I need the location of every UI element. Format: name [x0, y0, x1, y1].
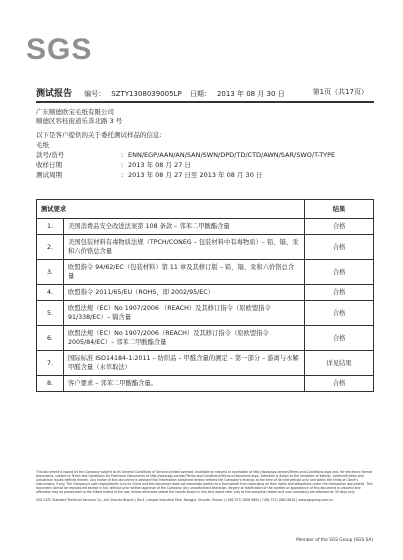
sample-intro: 以下是客户提供的关于委托测试样品的信息:: [36, 131, 162, 139]
row-result: 合格: [305, 285, 374, 301]
style-value: ENN/EGP/AAN/AN/SAN/SWN/DPD/TD/CTD/AWN/SAR/SWO/T-TYPE: [128, 151, 336, 159]
table-header-row: [37, 200, 374, 219]
row-number: 6.: [37, 326, 64, 351]
row-number: 1.: [37, 219, 64, 235]
row-requirement: 欧盟指令 2011/65/EU（ROHS，即 2002/95/EC）: [64, 285, 305, 301]
row-result: 详见结果: [305, 351, 374, 376]
received-colon: :: [121, 161, 124, 169]
client-address: [36, 108, 122, 126]
table-row: [37, 235, 374, 260]
footer-disclaimer: This document is issued by the Company subject to its General Conditions of Service printed overleaf, available on request or accessible at http://www.sgs.com/en/Terms-and-Conditions.aspx and, for electronic format documents, subject to Terms and Conditions for Electronic Documents at http://www.sgs.com/en/Terms-and-Conditions/Terms-e-Document.aspx. Attention is drawn to the limitation of liability, indemnification and jurisdiction issues defined therein. Any holder of this document is advised that information contained hereon reflects the Company's findings at the time of its intervention only and within the limits of Client's instructions, if any. The Company's sole responsibility is to its Client and this document does not exonerate parties to a transaction from exercising all their rights and obligations under the transaction documents. This document cannot be reproduced except in full, without prior written approval of the Company. Any unauthorized alteration, forgery or falsification of the content or appearance of this document is unlawful and offenders may be prosecuted to the fullest extent of the law. Unless otherwise stated the results shown in this test report refer only to the sample(s) tested and such sample(s) are retained for 30 days only.: [36, 470, 373, 495]
row-result: 合格: [305, 235, 374, 260]
style-label: 款号/货号: [36, 151, 65, 159]
row-result: 合格: [305, 326, 374, 351]
row-requirement: 国际标准 ISO14184-1:2011 – 纺织品 – 甲醛含量的测定 – 第一部分 – 游离与水解甲醛含量（水萃取法）: [64, 351, 305, 376]
received-value: 2013 年 08 月 27 日: [128, 161, 191, 169]
period-label: 测试周期: [36, 171, 62, 179]
row-result: 合格: [305, 301, 374, 326]
row-requirement: 客户要求 – 邻苯二甲酸酯含量。: [64, 376, 305, 392]
row-number: 8.: [37, 376, 64, 392]
row-requirement: 美国消费品安全改进法案第 108 条款 – 邻苯二甲酸酯含量: [64, 219, 305, 235]
table-row: [37, 260, 374, 285]
header-divider: [36, 101, 374, 103]
report-title: 测试报告: [36, 89, 73, 99]
row-requirement: 欧盟法规（EC）No 1907/2006（REACH）及其修订指令（原欧盟指令 2005/84/EC）– 邻苯二甲酸酯含量: [64, 326, 305, 351]
sgs-member-note: Member of the SGS Group (SGS SA): [296, 538, 373, 543]
row-number: 2.: [37, 235, 64, 260]
report-number: SZTY1308039005LP: [111, 90, 182, 98]
period-value: 2013 年 08 月 27 日至 2013 年 08 月 30 日: [128, 171, 263, 179]
row-result: 合格: [305, 260, 374, 285]
table-row: [37, 219, 374, 235]
row-number: 5.: [37, 301, 64, 326]
report-date: 2013 年 08 月 30 日: [216, 90, 285, 98]
test-results-table: [36, 199, 374, 392]
page-number: 第1页（共17页）: [312, 88, 368, 96]
row-number: 7.: [37, 351, 64, 376]
row-result: 合格: [305, 219, 374, 235]
row-number: 3.: [37, 260, 64, 285]
style-colon: :: [121, 151, 124, 159]
result-header: 结果: [305, 200, 374, 219]
sample-name: 毛纸: [36, 141, 49, 149]
table-row: [37, 376, 374, 392]
table-row: [37, 301, 374, 326]
sgs-logo: SGS: [26, 33, 93, 66]
report-date-label: 日期：: [189, 90, 211, 98]
report-header: [36, 86, 374, 99]
row-requirement: 欧盟法规（EC）No 1907/2006 （REACH）及其修订指令（原欧盟指令 91/338/EC）– 镉含量: [64, 301, 305, 326]
report-number-label: 编号：: [84, 90, 106, 98]
client-name: 广东顺德欧宝毛纸有限公司: [36, 108, 114, 116]
row-number: 4.: [37, 285, 64, 301]
client-street: 顺德区容桂街道乐善北路 3 号: [36, 117, 123, 125]
table-row: [37, 285, 374, 301]
row-requirement: 欧盟指令 94/62/EC（包装材料）第 11 章及其修订版 – 铅、镉、汞和六价铬总含量: [64, 260, 305, 285]
requirement-header: 测试要求: [37, 200, 305, 219]
period-colon: :: [121, 171, 124, 179]
received-label: 收样日期: [36, 161, 62, 169]
footer: [36, 470, 374, 502]
table-row: [37, 351, 374, 376]
row-result: 合格: [305, 376, 374, 392]
footer-address: SGS-CSTC Standard Technical Services Co., Ltd. Shunde Branch | No.4, Lianghe Industrial Park, Ronggui, Shunde, Foshan | t (86-757) 2808 8600 | f (86-757) 2880 8818 | www.sgsgroup.com.cn: [36, 497, 334, 502]
row-requirement: 美国包装材料有毒物质法规（TPCH/CONEG – 包装材料中有毒物质）– 铅、镉、汞和六价铬总含量: [64, 235, 305, 260]
sample-info: [36, 131, 376, 181]
table-row: [37, 326, 374, 351]
